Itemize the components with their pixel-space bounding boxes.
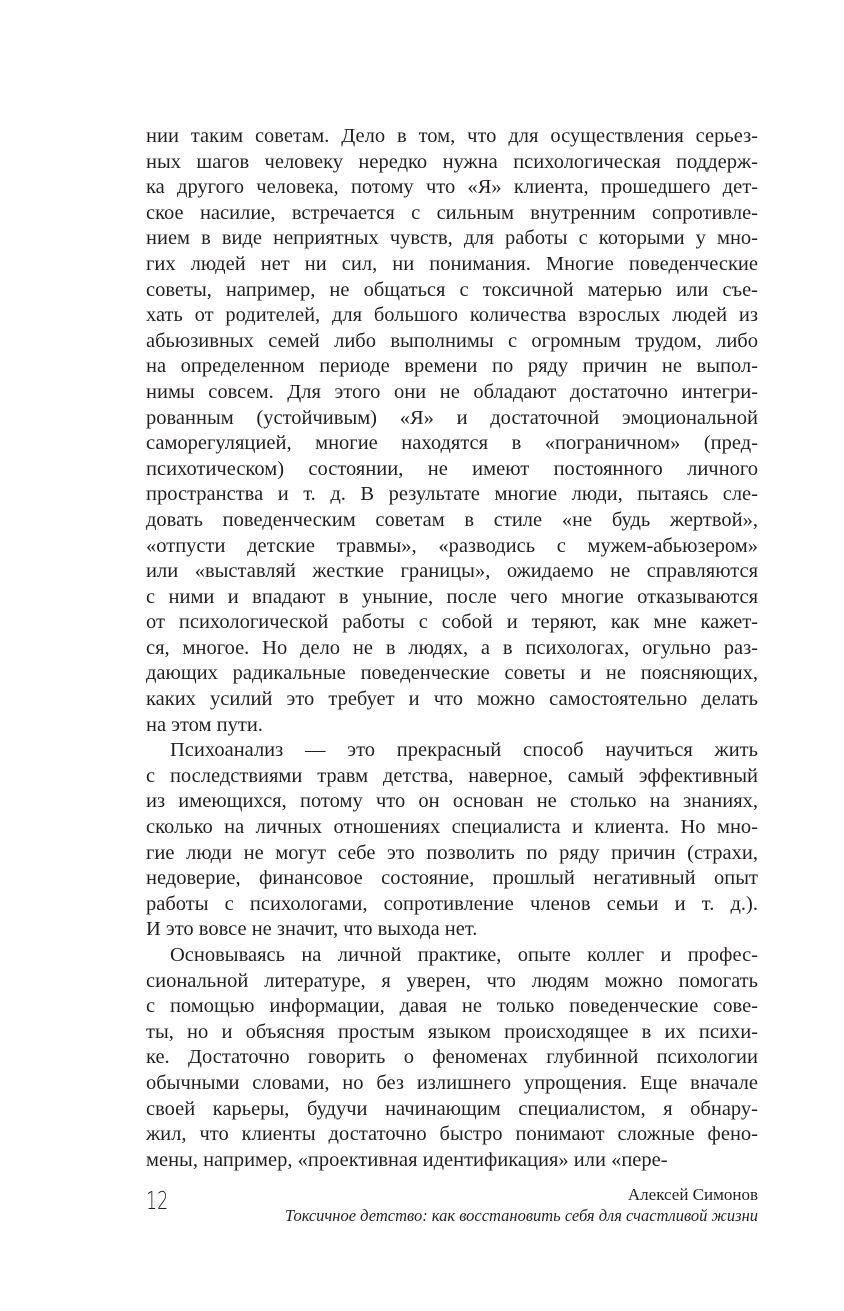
text-line: нием в виде неприятных чувств, для работы с которыми у мно-: [146, 227, 758, 250]
text-line: довать поведенческим советам в стиле «не будь жертвой»,: [146, 508, 758, 531]
text-line: пространства и т. д. В результате многие люди, пытаясь сле-: [146, 483, 758, 506]
page-number: 12: [146, 1186, 169, 1215]
text-line: «отпусти детские травмы», «разводись с мужем-абьюзером»: [146, 534, 758, 557]
text-line: сколько на личных отношениях специалиста и клиента. Но мно-: [146, 816, 758, 839]
text-line: абьюзивных семей либо выполнимы с огромным трудом, либо: [146, 329, 758, 352]
text-line: из имеющихся, потому что он основан не столько на знаниях,: [146, 790, 758, 813]
text-line: от психологической работы с собой и теряют, как мне кажет-: [146, 611, 758, 634]
text-line: И это вовсе не значит, что выхода нет.: [146, 918, 478, 941]
text-line: на этом пути.: [146, 713, 263, 736]
text-line: хать от родителей, для большого количества взрослых людей из: [146, 304, 758, 327]
text-line: с помощью информации, давая не только поведенческие сове-: [146, 995, 758, 1018]
running-footer-title: Токсичное детство: как восстановить себя для счастливой жизни: [284, 1206, 758, 1225]
text-line: с последствиями травм детства, наверное, самый эффективный: [146, 764, 758, 787]
text-line: ка другого человека, потому что «Я» клиента, прошедшего дет-: [146, 176, 758, 199]
text-line: ты, но и объясняя простым языком происходящее в их психи-: [146, 1020, 758, 1043]
text-line: недоверие, финансовое состояние, прошлый негативный опыт: [146, 867, 758, 890]
text-line: гие люди не могут себе это позволить по ряду причин (страхи,: [146, 841, 758, 864]
text-line: на определенном периоде времени по ряду причин не выпол-: [146, 355, 758, 378]
text-line: дающих радикальные поведенческие советы и не поясняющих,: [146, 662, 758, 685]
text-line: нимы совсем. Для этого они не обладают достаточно интегри-: [146, 380, 758, 403]
text-line: рованным (устойчивым) «Я» и достаточной эмоциональной: [146, 406, 758, 429]
paragraph: [146, 124, 758, 738]
text-line: ке. Достаточно говорить о феноменах глубинной психологии: [146, 1046, 758, 1069]
text-line: сиональной литературе, я уверен, что людям можно помогать: [146, 969, 758, 992]
text-line: ных шагов человеку нередко нужна психологическая поддерж-: [146, 150, 758, 173]
text-line: саморегуляцией, многие находятся в «пограничном» (пред-: [146, 432, 758, 455]
text-line: обычными словами, но без излишнего упрощения. Еще вначале: [146, 1071, 758, 1094]
text-line: своей карьеры, будучи начинающим специалистом, я обнару-: [146, 1097, 758, 1120]
text-line: Психоанализ — это прекрасный способ научиться жить: [170, 739, 758, 762]
text-line: Основываясь на личной практике, опыте коллег и профес-: [170, 944, 758, 966]
text-line: работы с психологами, сопротивление членов семьи и т. д.).: [146, 892, 758, 915]
body-text: [146, 124, 758, 1173]
text-line: каких усилий это требует и что можно самостоятельно делать: [146, 688, 758, 711]
text-line: гих людей нет ни сил, ни понимания. Многие поведенческие: [146, 252, 758, 275]
text-line: нии таким советам. Дело в том, что для осуществления серьез-: [146, 125, 758, 147]
paragraph: [146, 738, 758, 943]
text-line: психотическом) состоянии, не имеют постоянного личного: [146, 457, 758, 480]
text-line: мены, например, «проективная идентификация» или «пере-: [146, 1148, 668, 1171]
running-footer-author: Алексей Симонов: [627, 1185, 758, 1204]
text-line: с ними и впадают в уныние, после чего многие отказываются: [146, 585, 758, 608]
text-line: советы, например, не общаться с токсичной матерью или съе-: [146, 278, 758, 301]
paragraph: [146, 943, 758, 1173]
text-line: ся, многое. Но дело не в людях, а в психологах, огульно раз-: [146, 636, 758, 659]
text-line: ское насилие, встречается с сильным внутренним сопротивле-: [146, 201, 758, 224]
text-line: или «выставляй жесткие границы», ожидаемо не справляются: [146, 560, 758, 583]
text-line: жил, что клиенты достаточно быстро понимают сложные фено-: [146, 1123, 758, 1146]
